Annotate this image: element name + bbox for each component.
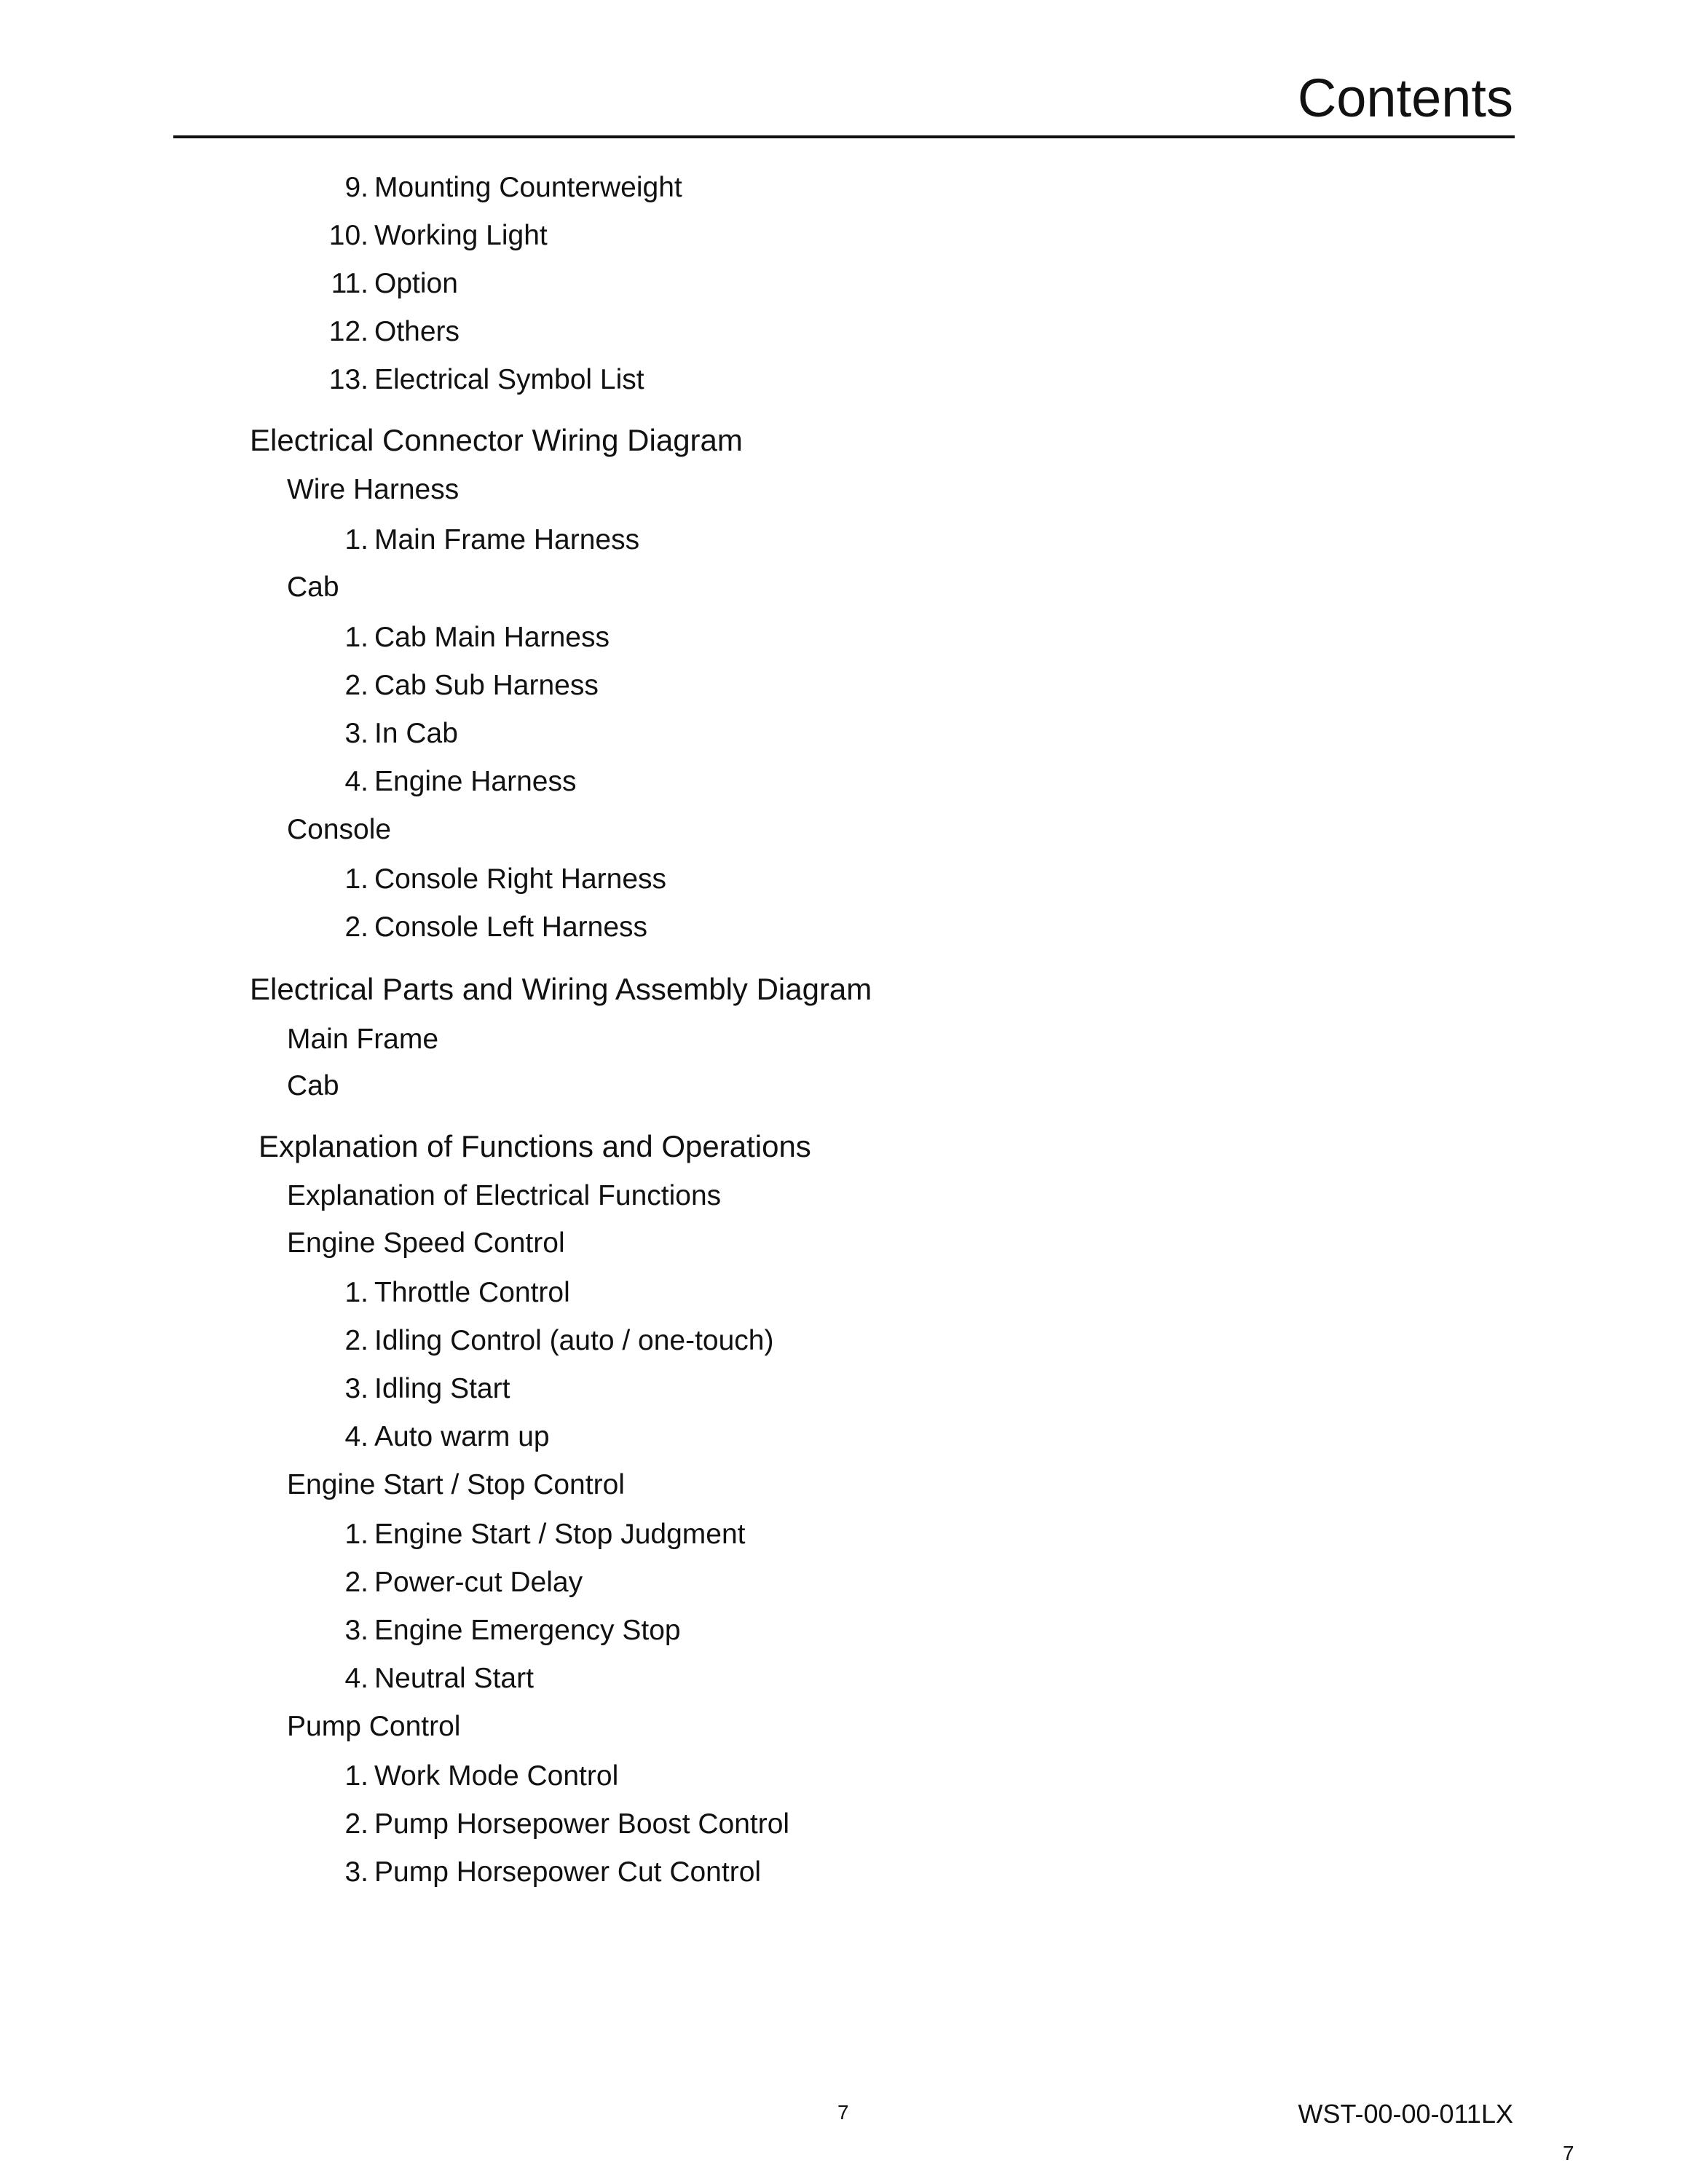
toc-item-number: 9. (344, 172, 368, 203)
toc-subsection[interactable]: Main Frame (287, 1024, 439, 1055)
toc-item[interactable] (323, 865, 666, 893)
toc-item[interactable] (323, 1374, 510, 1403)
toc-item-number: 3. (344, 1615, 368, 1646)
toc-item-number: 1. (344, 1277, 368, 1308)
toc-item-label: Engine Emergency Stop (374, 1615, 681, 1646)
toc-subsection[interactable]: Console (287, 814, 392, 845)
toc-item-number: 2. (344, 1325, 368, 1356)
toc-item[interactable] (323, 719, 458, 748)
toc-item-number: 1. (344, 1760, 368, 1792)
toc-subsection[interactable]: Cab (287, 1070, 339, 1101)
toc-item[interactable] (323, 1520, 745, 1548)
toc-subsection[interactable]: Pump Control (287, 1711, 461, 1742)
toc-item-number: 11. (331, 268, 368, 299)
toc-section-heading[interactable]: Electrical Connector Wiring Diagram (250, 423, 743, 457)
toc-item-label: Cab Main Harness (374, 622, 610, 653)
toc-item-number: 2. (344, 911, 368, 943)
toc-item-number: 1. (344, 524, 368, 555)
toc-item-label: Cab Sub Harness (374, 670, 599, 701)
toc-item-label: Pump Horsepower Boost Control (374, 1808, 790, 1840)
toc-item-label: Working Light (374, 220, 548, 251)
toc-item-number: 10. (328, 220, 368, 251)
toc-item-label: In Cab (374, 718, 458, 749)
toc-subsection[interactable]: Engine Start / Stop Control (287, 1469, 625, 1500)
toc-subsection[interactable]: Explanation of Electrical Functions (287, 1180, 722, 1211)
toc-item-label: Idling Control (auto / one-touch) (374, 1325, 774, 1356)
toc-item-number: 1. (344, 1519, 368, 1550)
toc-item-label: Pump Horsepower Cut Control (374, 1856, 762, 1888)
toc-section-heading[interactable]: Explanation of Functions and Operations (259, 1129, 811, 1163)
toc-item-label: Console Right Harness (374, 863, 667, 895)
toc-item[interactable] (323, 1762, 618, 1790)
toc-item-number: 3. (344, 718, 368, 749)
toc-item[interactable] (323, 1568, 583, 1597)
toc-item[interactable] (323, 317, 460, 346)
toc-item-label: Others (374, 316, 460, 347)
toc-section-heading[interactable]: Electrical Parts and Wiring Assembly Diagram (250, 972, 872, 1006)
toc-item[interactable] (323, 1423, 550, 1451)
toc-item[interactable] (323, 1664, 534, 1693)
toc-item-label: Auto warm up (374, 1421, 550, 1452)
toc-item[interactable] (323, 1810, 789, 1838)
toc-item-label: Power-cut Delay (374, 1567, 583, 1598)
toc-item[interactable] (323, 767, 577, 796)
toc-item-number: 3. (344, 1373, 368, 1404)
toc-item-label: Engine Start / Stop Judgment (374, 1519, 746, 1550)
toc-item-label: Throttle Control (374, 1277, 570, 1308)
toc-item-number: 2. (344, 1567, 368, 1598)
toc-item-number: 4. (344, 1421, 368, 1452)
corner-page-number: 7 (1563, 2142, 1574, 2164)
toc-item-number: 2. (344, 670, 368, 701)
toc-item[interactable] (323, 1858, 761, 1886)
toc-item[interactable] (323, 623, 610, 652)
toc-item[interactable] (323, 1616, 681, 1645)
toc-item-number: 3. (344, 1856, 368, 1888)
toc-item-label: Idling Start (374, 1373, 510, 1404)
toc-item[interactable] (323, 526, 639, 554)
toc-item[interactable] (323, 913, 647, 941)
toc-item-label: Engine Harness (374, 766, 577, 797)
toc-item[interactable] (323, 269, 458, 298)
document-code: WST-00-00-011LX (1298, 2099, 1513, 2129)
toc-item-number: 1. (344, 622, 368, 653)
toc-item[interactable] (323, 221, 548, 250)
toc-item-label: Electrical Symbol List (374, 364, 644, 395)
page-number: 7 (837, 2101, 849, 2124)
toc-item[interactable] (323, 1326, 773, 1355)
page-title: Contents (1297, 68, 1513, 128)
toc-item[interactable] (323, 173, 682, 202)
toc-item[interactable] (323, 1278, 570, 1307)
toc-item-label: Neutral Start (374, 1663, 534, 1694)
toc-item-label: Option (374, 268, 458, 299)
toc-item-number: 12. (328, 316, 368, 347)
toc-item-number: 4. (344, 766, 368, 797)
toc-item-number: 2. (344, 1808, 368, 1840)
toc-item[interactable] (323, 671, 599, 700)
toc-item-label: Mounting Counterweight (374, 172, 682, 203)
toc-item-number: 1. (344, 863, 368, 895)
toc-item-label: Work Mode Control (374, 1760, 619, 1792)
toc-item[interactable] (323, 365, 644, 394)
toc-subsection[interactable]: Wire Harness (287, 474, 460, 505)
toc-subsection[interactable]: Cab (287, 571, 339, 603)
toc-item-label: Console Left Harness (374, 911, 648, 943)
toc-item-number: 13. (328, 364, 368, 395)
toc-item-label: Main Frame Harness (374, 524, 640, 555)
toc-subsection[interactable]: Engine Speed Control (287, 1227, 565, 1259)
toc-item-number: 4. (344, 1663, 368, 1694)
